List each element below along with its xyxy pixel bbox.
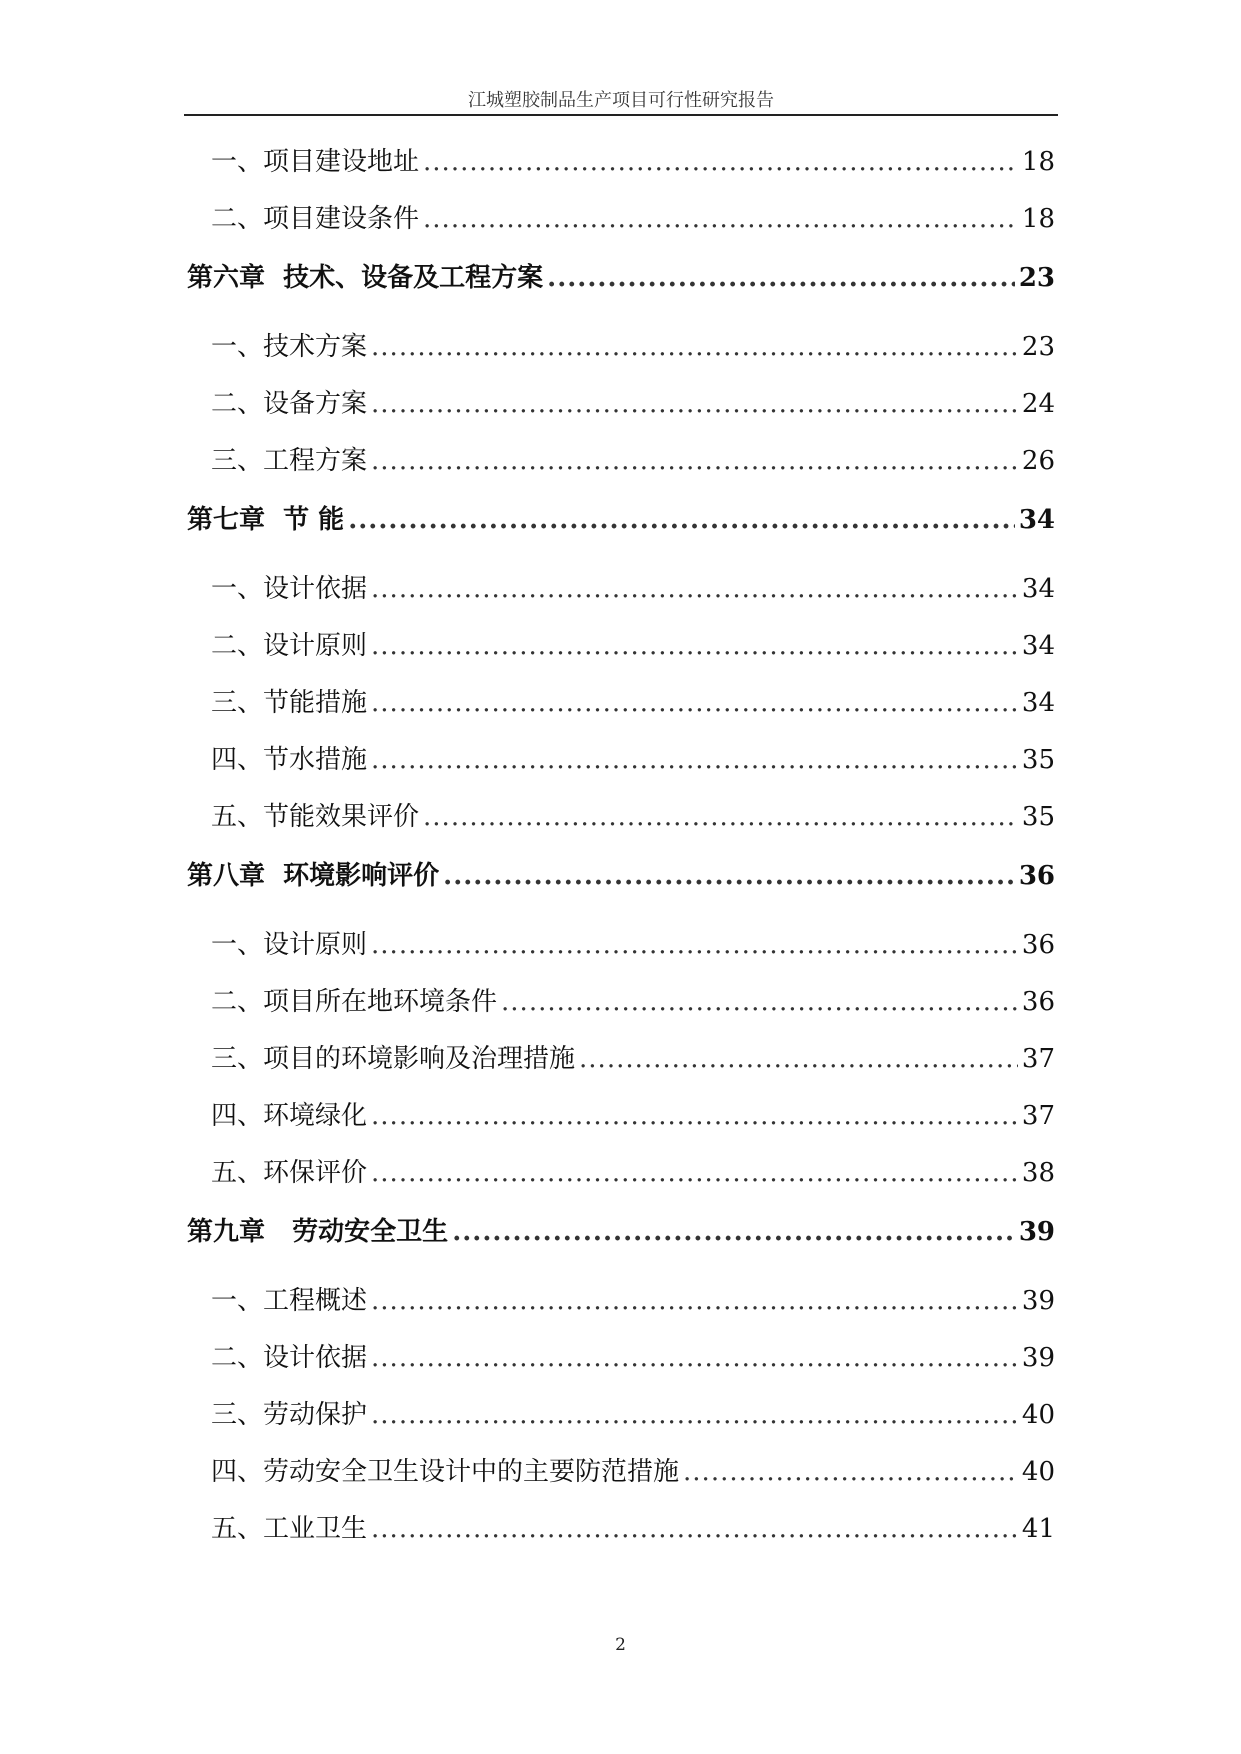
toc-dot-leader [371,389,1018,419]
toc-dot-leader [423,802,1018,832]
toc-entry-title: 项目所在地环境条件 [263,987,498,1017]
toc-page-number: 40 [1021,1457,1055,1487]
toc-entry-title: 节能措施 [263,688,368,718]
toc-chapter-entry[interactable] [187,255,1055,326]
toc-entry-number: 三、 [211,688,264,718]
toc-dot-leader [371,1158,1018,1188]
toc-entry-label [211,1095,367,1132]
toc-dot-leader [579,1044,1018,1074]
toc-entry-label [211,383,367,420]
toc-entry-title: 工程方案 [263,446,368,476]
toc-chapter-entry[interactable] [187,497,1055,568]
toc-entry-label [211,924,367,961]
toc-entry-number: 一、 [211,574,264,604]
toc-section-entry[interactable] [187,924,1055,981]
running-header: 江城塑胶制品生产项目可行性研究报告 [468,90,774,111]
toc-dot-leader [443,861,1015,891]
toc-entry-label [211,739,367,776]
toc-section-entry[interactable] [187,1394,1055,1451]
toc-page-number: 24 [1021,389,1055,419]
toc-entry-title: 节 能 [283,505,345,535]
toc-dot-leader [452,1217,1015,1247]
toc-entry-title: 节水措施 [263,745,368,775]
header-rule [184,114,1058,116]
toc-entry-number: 第八章 [187,861,266,891]
toc-entry-label [211,625,367,662]
toc-entry-number: 五、 [211,1158,264,1188]
toc-dot-leader [371,1400,1018,1430]
toc-entry-title: 项目建设条件 [263,204,420,234]
toc-section-entry[interactable] [187,1152,1055,1209]
toc-page-number: 34 [1021,631,1055,661]
toc-entry-title: 工业卫生 [263,1514,368,1544]
toc-dot-leader [371,688,1018,718]
toc-dot-leader [501,987,1018,1017]
toc-page-number: 35 [1021,802,1055,832]
toc-entry-number: 一、 [211,1286,264,1316]
toc-entry-number: 四、 [211,745,264,775]
toc-dot-leader [371,332,1018,362]
toc-page-number: 36 [1021,930,1055,960]
toc-entry-label [211,1038,575,1075]
toc-section-entry[interactable] [187,1280,1055,1337]
toc-entry-number: 二、 [211,631,264,661]
toc-entry-label [187,1211,448,1248]
toc-page-number: 18 [1021,147,1055,177]
toc-entry-number: 五、 [211,1514,264,1544]
toc-entry-number: 一、 [211,930,264,960]
toc-entry-title: 劳动保护 [263,1400,368,1430]
toc-section-entry[interactable] [187,1451,1055,1508]
toc-entry-label [187,855,439,892]
toc-section-entry[interactable] [187,625,1055,682]
toc-entry-number: 三、 [211,446,264,476]
toc-entry-title: 设计原则 [263,631,368,661]
toc-page-number: 38 [1021,1158,1055,1188]
toc-entry-label [211,141,419,178]
page-number: 2 [615,1635,626,1655]
toc-entry-label [211,1451,679,1488]
toc-entry-number: 二、 [211,204,264,234]
toc-entry-number: 三、 [211,1044,264,1074]
toc-page-number: 35 [1021,745,1055,775]
toc-entry-label [211,1394,367,1431]
toc-dot-leader [348,505,1015,535]
toc-chapter-entry[interactable] [187,853,1055,924]
toc-entry-title: 技术方案 [263,332,368,362]
toc-dot-leader [371,1286,1018,1316]
toc-section-entry[interactable] [187,682,1055,739]
toc-entry-label [211,440,367,477]
toc-page-number: 39 [1021,1343,1055,1373]
toc-dot-leader [371,1343,1018,1373]
toc-section-entry[interactable] [187,440,1055,497]
toc-entry-label [211,1152,367,1189]
toc-dot-leader [371,1514,1018,1544]
toc-entry-number: 一、 [211,147,264,177]
toc-entry-number: 四、 [211,1101,264,1131]
toc-dot-leader [371,930,1018,960]
toc-page-number: 40 [1021,1400,1055,1430]
toc-page-number: 37 [1021,1101,1055,1131]
toc-section-entry[interactable] [187,326,1055,383]
toc-section-entry[interactable] [187,1508,1055,1565]
toc-page-number: 36 [1018,861,1055,891]
toc-entry-number: 第六章 [187,263,266,293]
toc-entry-label [211,682,367,719]
toc-entry-label [211,1337,367,1374]
toc-page-number: 37 [1021,1044,1055,1074]
toc-section-entry[interactable] [187,1038,1055,1095]
toc-page-number: 39 [1021,1286,1055,1316]
toc-page-number: 18 [1021,204,1055,234]
toc-section-entry[interactable] [187,141,1055,198]
toc-entry-title: 环境影响评价 [283,861,440,891]
toc-section-entry[interactable] [187,568,1055,625]
toc-page-number: 34 [1021,574,1055,604]
toc-entry-title: 设计原则 [263,930,368,960]
toc-entry-number: 第七章 [187,505,266,535]
toc-entry-title: 劳动安全卫生设计中的主要防范措施 [263,1457,680,1487]
toc-entry-title: 技术、设备及工程方案 [283,263,544,293]
toc-entry-title: 节能效果评价 [263,802,420,832]
toc-dot-leader [423,204,1018,234]
toc-entry-label [211,796,419,833]
toc-entry-title: 工程概述 [263,1286,368,1316]
toc-entry-number: 二、 [211,987,264,1017]
toc-entry-number: 一、 [211,332,264,362]
toc-page-number: 41 [1021,1514,1055,1544]
toc-entry-title: 环境绿化 [263,1101,368,1131]
toc-page-number: 34 [1021,688,1055,718]
toc-section-entry[interactable] [187,198,1055,255]
toc-dot-leader [371,1101,1018,1131]
toc-entry-title: 项目的环境影响及治理措施 [263,1044,576,1074]
toc-page-number: 36 [1021,987,1055,1017]
toc-entry-title: 项目建设地址 [263,147,420,177]
toc-entry-number: 第九章 [187,1217,266,1247]
toc-page-number: 23 [1021,332,1055,362]
toc-entry-label [187,257,543,294]
toc-entry-title: 劳动安全卫生 [292,1217,449,1247]
toc-section-entry[interactable] [187,796,1055,853]
toc-dot-leader [547,263,1015,293]
toc-entry-number: 五、 [211,802,264,832]
toc-dot-leader [371,446,1018,476]
toc-dot-leader [371,574,1018,604]
toc-entry-number: 二、 [211,389,264,419]
toc-section-entry[interactable] [187,981,1055,1038]
toc-entry-title: 设计依据 [263,574,368,604]
toc-page-number: 26 [1021,446,1055,476]
table-of-contents [187,141,1055,1565]
toc-entry-label [187,499,344,536]
toc-section-entry[interactable] [187,739,1055,796]
toc-dot-leader [683,1457,1018,1487]
toc-entry-title: 环保评价 [263,1158,368,1188]
toc-entry-label [211,198,419,235]
toc-chapter-entry[interactable] [187,1209,1055,1280]
toc-entry-label [211,326,367,363]
toc-page-number: 34 [1018,505,1055,535]
toc-page-number: 39 [1018,1217,1055,1247]
toc-entry-label [211,981,497,1018]
toc-entry-number: 二、 [211,1343,264,1373]
toc-dot-leader [423,147,1018,177]
toc-entry-label [211,568,367,605]
toc-entry-number: 四、 [211,1457,264,1487]
toc-section-entry[interactable] [187,1095,1055,1152]
toc-entry-title: 设计依据 [263,1343,368,1373]
toc-page-number: 23 [1018,263,1055,293]
toc-entry-number: 三、 [211,1400,264,1430]
toc-entry-title: 设备方案 [263,389,368,419]
toc-dot-leader [371,631,1018,661]
toc-section-entry[interactable] [187,1337,1055,1394]
toc-entry-label [211,1508,367,1545]
toc-entry-label [211,1280,367,1317]
toc-dot-leader [371,745,1018,775]
toc-section-entry[interactable] [187,383,1055,440]
